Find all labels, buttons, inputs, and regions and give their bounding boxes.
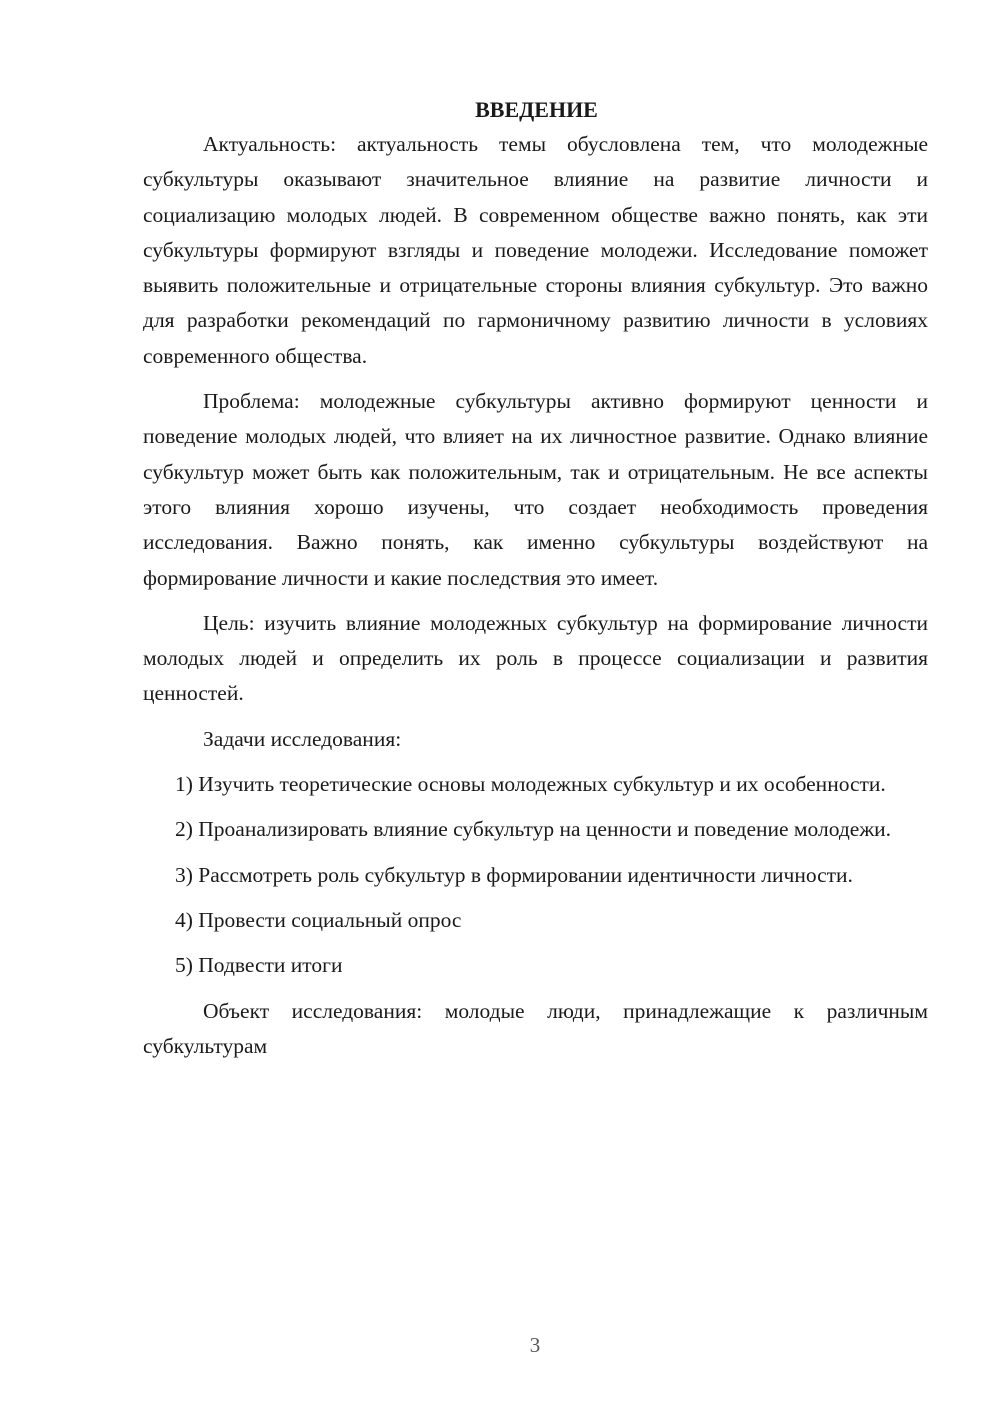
task-item-1: 1) Изучить теоретические основы молодежных субкультур и их особенности. — [175, 772, 886, 797]
document-page — [143, 92, 928, 1064]
task-item-3: 3) Рассмотреть роль субкультур в формировании идентичности личности. — [175, 862, 853, 887]
page-title: ВВЕДЕНИЕ — [475, 97, 598, 122]
task-item-5: 5) Подвести итоги — [175, 953, 343, 978]
goal-paragraph: Цель: изучить влияние молодежных субкультур на формирование личности молодых людей и определить их роль в процессе социализации и развития ценностей. — [143, 610, 928, 706]
relevance-paragraph: Актуальность: актуальность темы обусловлена тем, что молодежные субкультуры оказывают значительное влияние на развитие личности и социализацию молодых людей. В современном обществе важно понять, как эти субкультуры формируют взгляды и поведение молодежи. Исследование поможет выявить положительные и отрицательные стороны влияния субкультур. Это важно для разработки рекомендаций по гармоничному развитию личности в условиях современного общества. — [143, 132, 928, 368]
task-item-2: 2) Проанализировать влияние субкультур на ценности и поведение молодежи. — [175, 817, 892, 842]
page-number: 3 — [529, 1333, 541, 1357]
task-item-4: 4) Провести социальный опрос — [175, 907, 462, 932]
object-paragraph: Объект исследования: молодые люди, принадлежащие к различным субкультурам — [143, 998, 928, 1058]
problem-paragraph: Проблема: молодежные субкультуры активно формируют ценности и поведение молодых людей, что влияет на их личностное развитие. Однако влияние субкультур может быть как положительным, так и отрицательным. Не все аспекты этого влияния хорошо изучены, что создает необходимость проведения исследования. Важно понять, как именно субкультуры воздействуют на формирование личности и какие последствия это имеет. — [143, 389, 928, 590]
tasks-heading: Задачи исследования: — [203, 726, 402, 751]
